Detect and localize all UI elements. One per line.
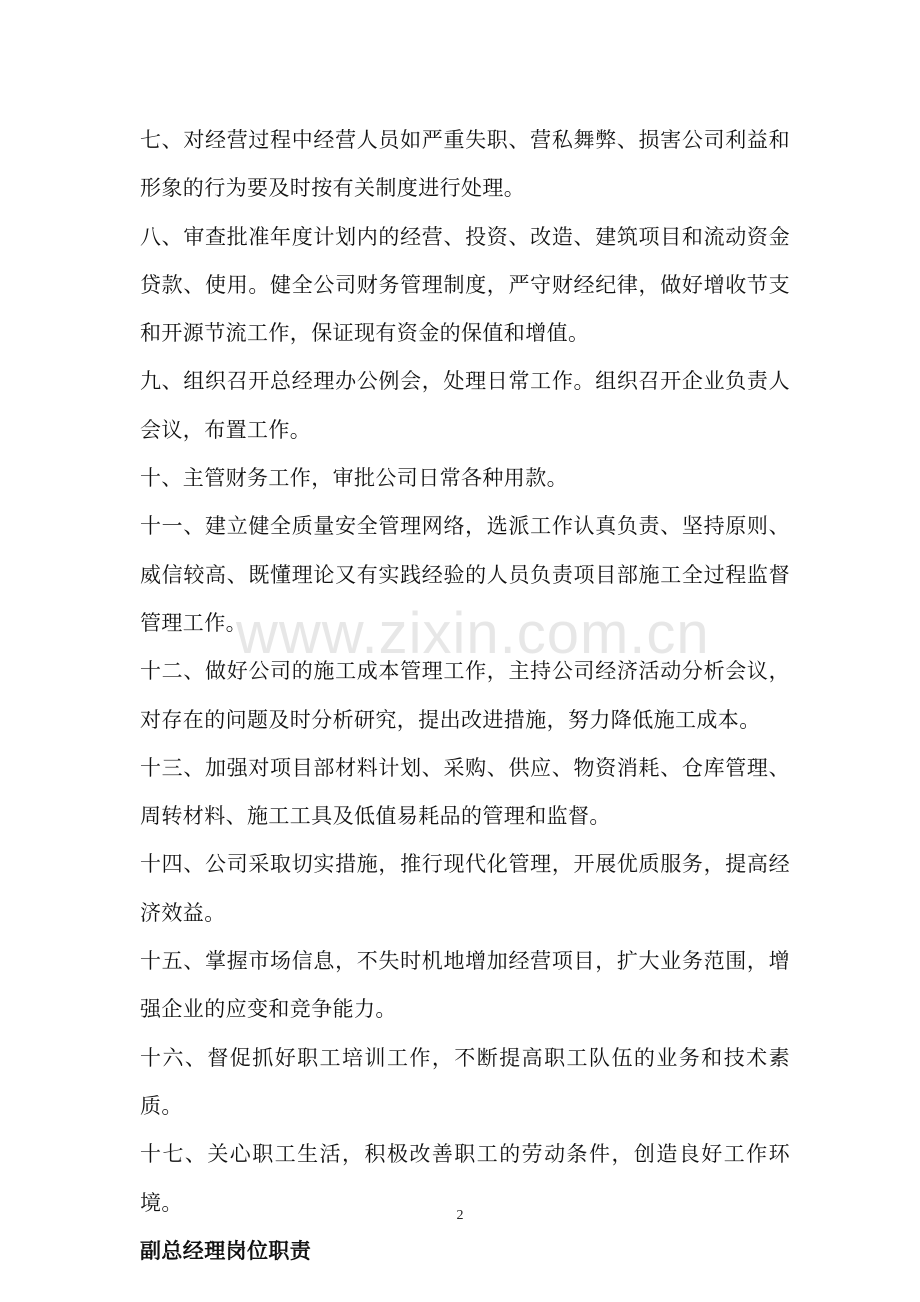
paragraph-14: 十四、公司采取切实措施，推行现代化管理，开展优质服务，提高经济效益。 <box>140 852 790 925</box>
page-number: 2 <box>456 1208 464 1223</box>
paragraph-8: 八、审查批准年度计划内的经营、投资、改造、建筑项目和流动资金贷款、使用。健全公司财务管理制度，严守财经纪律，做好增收节支和开源节流工作，保证现有资金的保值和增值。 <box>140 224 790 346</box>
paragraph-13: 十三、加强对项目部材料计划、采购、供应、物资消耗、仓库管理、周转材料、施工工具及低值易耗品的管理和监督。 <box>140 755 790 829</box>
watermark-text: www.zixin.com.cn <box>236 601 710 666</box>
section-heading: 副总经理岗位职责 <box>140 1237 312 1263</box>
paragraph-16: 十六、督促抓好职工培训工作，不断提高职工队伍的业务和技术素质。 <box>140 1045 790 1118</box>
paragraph-9: 九、组织召开总经理办公例会，处理日常工作。组织召开企业负责人会议，布置工作。 <box>140 369 790 442</box>
paragraph-15: 十五、掌握市场信息，不失时机地增加经营项目，扩大业务范围，增强企业的应变和竞争能力。 <box>140 949 790 1022</box>
paragraph-11: 十一、建立健全质量安全管理网络，选派工作认真负责、坚持原则、威信较高、既懂理论又有实践经验的人员负责项目部施工全过程监督管理工作。 <box>140 514 790 635</box>
paragraph-10: 十、主管财务工作，审批公司日常各种用款。 <box>140 466 568 491</box>
paragraph-7: 七、对经营过程中经营人员如严重失职、营私舞弊、损害公司利益和形象的行为要及时按有关制度进行处理。 <box>140 128 790 201</box>
paragraph-12: 十二、做好公司的施工成本管理工作，主持公司经济活动分析会议，对存在的问题及时分析研究，提出改进措施，努力降低施工成本。 <box>140 659 790 732</box>
paragraph-17: 十七、关心职工生活，积极改善职工的劳动条件，创造良好工作环境。 <box>140 1142 790 1215</box>
document-body <box>140 116 790 1275</box>
